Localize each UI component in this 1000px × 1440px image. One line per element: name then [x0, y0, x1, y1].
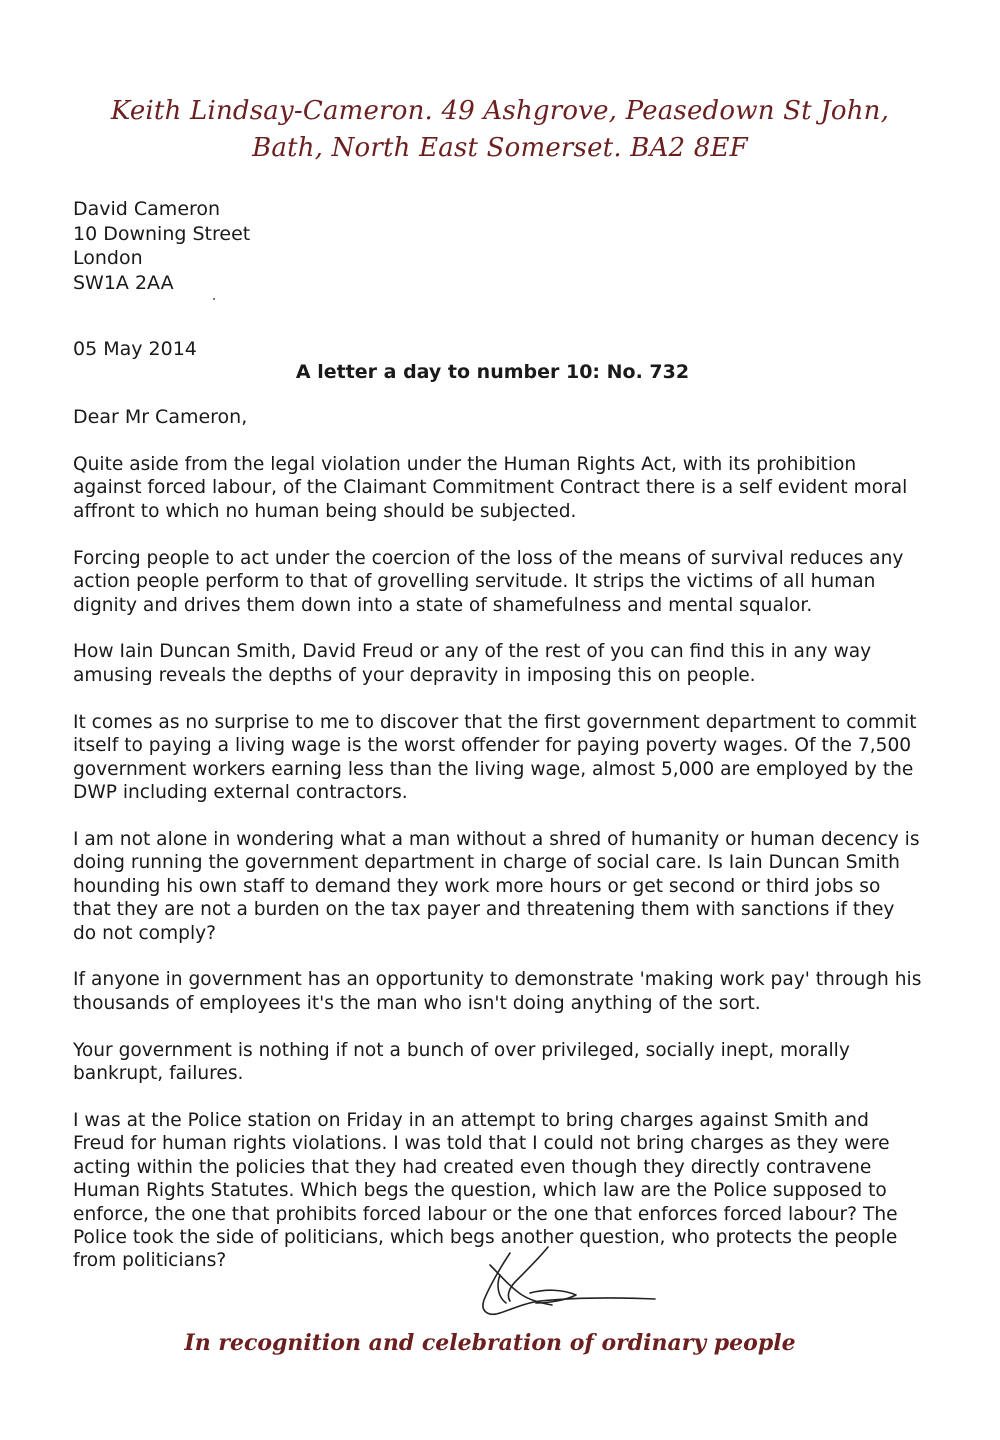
recipient-street: 10 Downing Street — [73, 222, 251, 245]
recipient-name: David Cameron — [73, 198, 221, 220]
recipient-city: London — [73, 247, 143, 269]
salutation: Dear Mr Cameron, — [73, 406, 248, 428]
body-paragraph: Your government is nothing if not a bunch of over privileged, socially inept, morally bankrupt, failures. — [73, 1039, 850, 1085]
letterhead-sender: Keith Lindsay-Cameron. 49 Ashgrove, Peasedown St John, Bath, North East Somerset. BA2 8EF — [110, 96, 890, 163]
letter-date: 05 May 2014 — [73, 338, 197, 360]
body-paragraph: I am not alone in wondering what a man without a shred of humanity or human decency is doing running the government department in charge of social care. Is Iain Duncan Smith hounding his own staff to demand they work more hours or get second or third jobs so that they are not a burden on the tax payer and threatening them with sanctions if they do not comply? — [73, 828, 920, 944]
stray-mark — [213, 298, 215, 300]
tagline: In recognition and celebration of ordinary people — [184, 1330, 796, 1356]
body-paragraph: How Iain Duncan Smith, David Freud or any of the rest of you can find this in any way amusing reveals the depths of your depravity in imposing this on people. — [73, 641, 872, 686]
handwritten-signature — [470, 1245, 670, 1325]
recipient-address — [73, 197, 250, 295]
body-paragraph: Quite aside from the legal violation under the Human Rights Act, with its prohibition against forced labour, of the Claimant Commitment Contract there is a self evident moral affront to which no human being should be subjected. — [73, 454, 908, 522]
body-paragraph: I was at the Police station on Friday in an attempt to bring charges against Smith and Freud for human rights violations. I was told that I could not bring charges as they were acting within the policies that they had created even though they directly contravene Human Rights Statutes. Which begs the question, which law are the Police supposed to enforce, the one that prohibits forced labour or the one that enforces forced labour? The Police took the side of politicians, which begs another question, who protects the people from politicians? — [73, 1110, 898, 1272]
body-paragraph: If anyone in government has an opportunity to demonstrate 'making work pay' through his thousands of employees it's the man who isn't doing anything of the sort. — [73, 969, 922, 1014]
recipient-postcode: SW1A 2AA — [73, 271, 174, 294]
body-paragraph: It comes as no surprise to me to discover that the first government department to commit itself to paying a living wage is the worst offender for paying poverty wages. Of the 7,500 government workers earning less than the living wage, almost 5,000 are employed by the DWP including external contractors. — [73, 711, 917, 803]
letter-heading: A letter a day to number 10: No. 732 — [295, 361, 690, 383]
body-paragraph: Forcing people to act under the coercion of the loss of the means of survival reduces any action people perform to that of grovelling servitude. It strips the victims of all human dignity and drives them down into a state of shamefulness and mental squalor. — [73, 547, 904, 616]
letter-body — [73, 453, 923, 1296]
